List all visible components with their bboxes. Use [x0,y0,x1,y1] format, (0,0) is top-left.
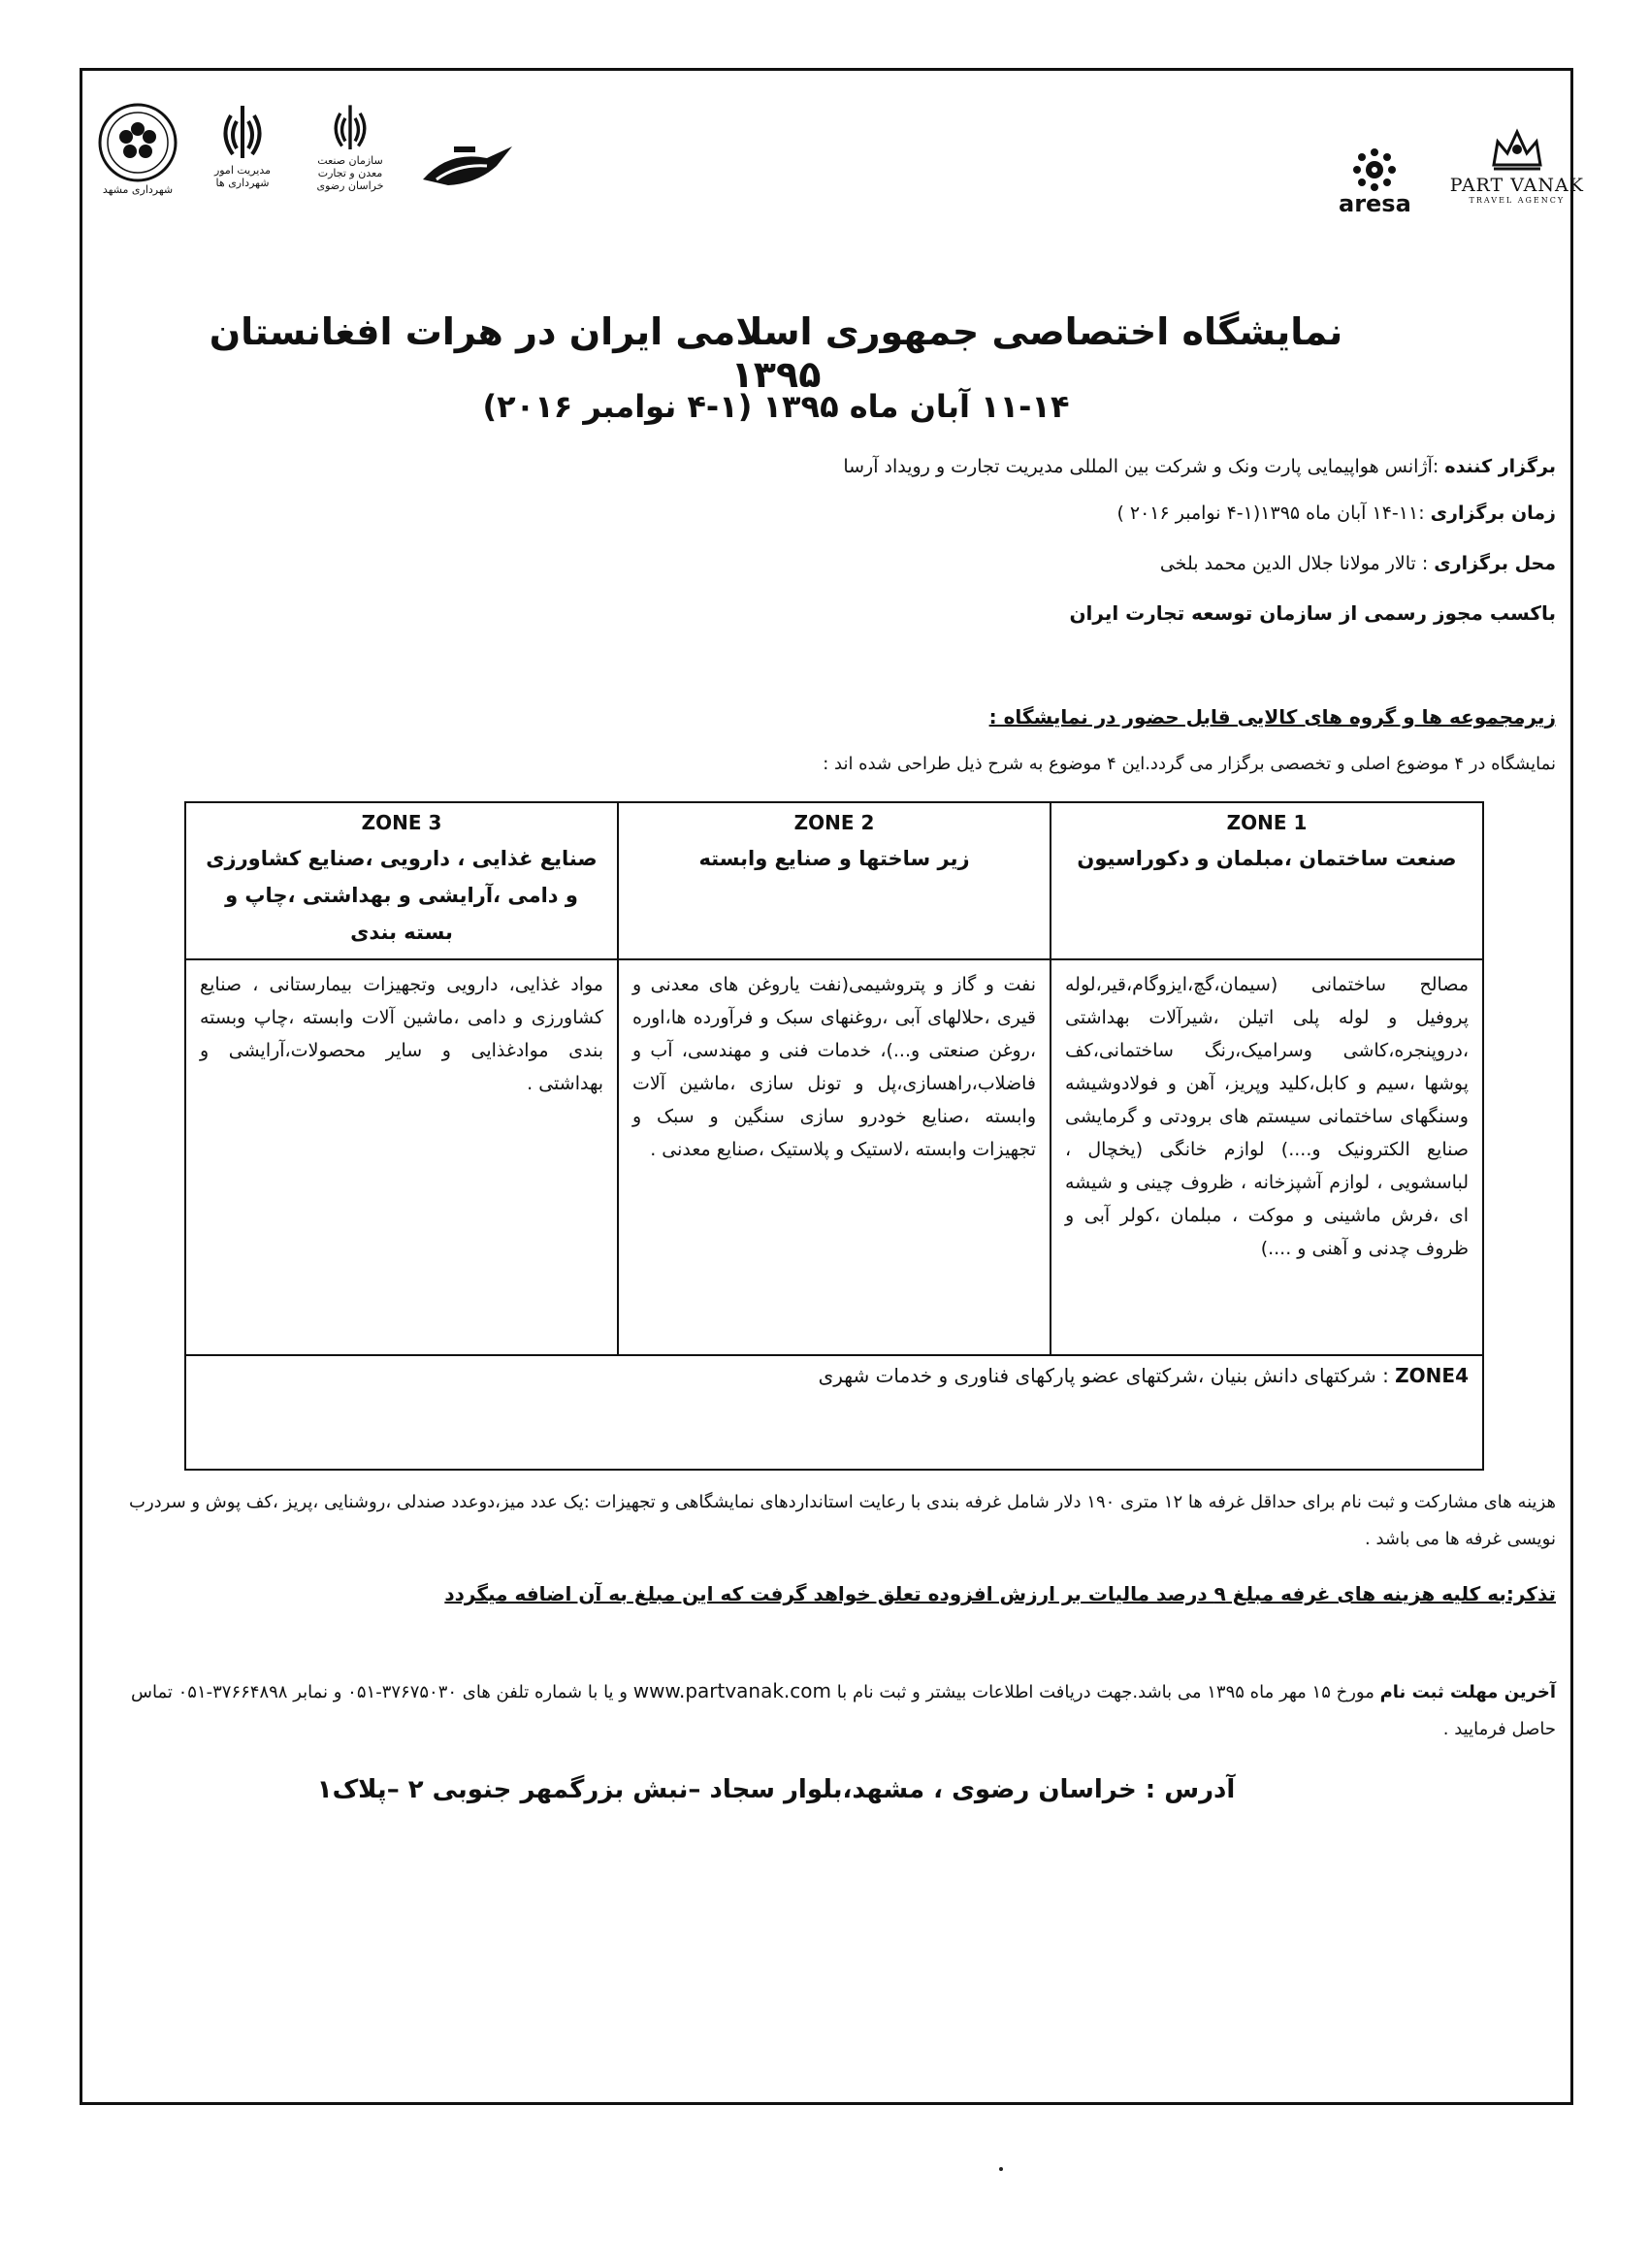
aresa-logo [1339,147,1411,217]
partvanak-logo [1450,126,1584,205]
zone-header-row [185,802,1483,959]
organizer-value: :آژانس هواپیمایی پارت ونک و شرکت بین المللی مدیریت تجارت و رویداد آرسا [843,456,1439,477]
deadline-paragraph [91,1672,1556,1748]
iran-emblem-icon [217,102,268,164]
aresa-name: aresa [1339,190,1411,217]
page-title: نمایشگاه اختصاصی جمهوری اسلامی ایران در هرات افغانستان ۱۳۹۵ [209,310,1343,396]
zone1-header [1051,802,1483,959]
place-value: : تالار مولانا جلال الدین محمد بلخی [1159,553,1429,574]
industry-organization-caption: سازمان صنعت معدن و تجارت خراسان رضوی [316,154,384,192]
airline-bird-icon [419,141,516,191]
time-value: :۱۱-۱۴ آبان ماه ۱۳۹۵(۱-۴ نوامبر ۲۰۱۶ ) [1116,502,1425,524]
address: آدرس : خراسان رضوی ، مشهد،بلوار سجاد –نبش بزرگمهر جنوبی ۲ –پلاک۱ [316,1775,1236,1804]
zone2-code: ZONE 2 [793,811,875,834]
partvanak-name: PART VANAK [1449,175,1584,196]
place-label: محل برگزاری [1434,553,1556,574]
zone4-text: : شرکتهای دانش بنیان ،شرکتهای عضو پارکهای فناوری و خدمات شهری [818,1364,1389,1387]
zone3-code: ZONE 3 [361,811,442,834]
organizer-line [843,456,1556,477]
municipality-logo [97,102,178,196]
zone4-code: ZONE4 [1395,1364,1469,1387]
website-link[interactable]: www.partvanak.com [632,1679,832,1702]
municipal-affairs-logo [204,102,281,189]
license-line: باکسب مجوز رسمی از سازمان توسعه تجارت ایران [1069,601,1556,625]
zone3-name: صنایع غذایی ، دارویی ،صنایع کشاورزی و دامی ،آرایشی و بهداشتی ،چاپ و بسته بندی [206,847,598,944]
zone1-name: صنعت ساختمان ،مبلمان و دکوراسیون [1077,847,1457,870]
sponsor-logos [97,102,516,196]
event-dates: ۱۱-۱۴ آبان ماه ۱۳۹۵ (۱-۴ نوامبر ۲۰۱۶) [482,388,1070,425]
section-description: نمایشگاه در ۴ موضوع اصلی و تخصصی برگزار می گردد.این ۴ موضوع به شرح ذیل طراحی شده اند : [823,754,1556,774]
zone3-body: مواد غذایی، دارویی وتجهیزات بیمارستانی ، صنایع کشاورزی و دامی ،ماشین آلات وابسته ،چاپ وبسته بندی موادغذایی و سایر محصولات،آرایشی و بهداشتی . [185,959,618,1355]
zone-body-row [185,959,1483,1355]
municipal-affairs-caption: مدیریت امور شهرداری ها [213,164,272,189]
deadline-text: مورخ ۱۵ مهر ماه ۱۳۹۵ می باشد.جهت دریافت اطلاعات بیشتر و ثبت نام با [836,1682,1374,1702]
time-line [1116,502,1556,524]
deadline-label: آخرین مهلت ثبت نام [1379,1682,1556,1702]
airline-logo [419,141,516,191]
zone3-header [185,802,618,959]
aresa-logo-icon [1352,147,1397,192]
zone1-code: ZONE 1 [1226,811,1308,834]
organizer-label: برگزار کننده [1444,456,1556,477]
municipality-seal-icon [97,102,178,183]
scan-speck [999,2167,1003,2171]
place-line [1160,553,1556,574]
organizer-logos [1339,126,1584,217]
iran-emblem-icon [328,102,372,154]
industry-organization-logo [307,102,394,192]
zone2-header [618,802,1051,959]
zone2-name: زیر ساختها و صنایع وابسته [698,847,970,870]
partvanak-subtitle: TRAVEL AGENCY [1469,196,1566,205]
section-heading: زیرمجموعه ها و گروه های کالایی قابل حضور در نمایشگاه : [988,705,1556,729]
zones-table [184,801,1484,1471]
zone4-cell [185,1355,1483,1470]
partvanak-crown-icon [1488,126,1546,173]
zone2-body: نفت و گاز و پتروشیمی(نفت یاروغن های معدنی و قیری ،حلالهای آبی ،روغنهای سبک و فرآورده ها،اوره ،روغن صنعتی و...)، خدمات فنی و مهندسی، آب و فاضلاب،راهسازی،پل و تونل سازی ،ماشین آلات وابسته ،صنایع خودرو سازی سنگین و سبک و تجهیزات وابسته ،لاستیک و پلاستیک ،صنایع معدنی . [618,959,1051,1355]
contact-text: و یا با شماره تلفن های ۳۷۶۷۵۰۳۰-۰۵۱ و نمابر ۳۷۶۶۴۸۹۸-۰۵۱ تماس حاصل فرمایید . [131,1682,1556,1739]
vat-note: تذکر:به کلیه هزینه های غرفه مبلغ ۹ درصد مالیات بر ارزش افزوده تعلق خواهد گرفت که این مبلغ به آن اضافه میگردد [444,1582,1556,1605]
zone4-row [185,1355,1483,1470]
costs-paragraph: هزینه های مشارکت و ثبت نام برای حداقل غرفه ها ۱۲ متری ۱۹۰ دلار شامل غرفه بندی با رعایت استانداردهای نمایشگاهی و تجهیزات :یک عدد میز،دوعدد صندلی ،روشنایی ،پریز ،کف پوش و سردرب نویسی غرفه ها می باشد . [129,1492,1556,1549]
municipality-caption: شهرداری مشهد [102,183,174,196]
time-label: زمان برگزاری [1430,502,1556,524]
zone1-body: مصالح ساختمانی (سیمان،گچ،ایزوگام،قیر،لوله پروفیل و لوله پلی اتیلن ،شیرآلات بهداشتی ،دروپنجره،کاشی وسرامیک،رنگ ساختمانی،کف پوشها ،سیم و کابل،کلید وپریز، آهن و فولادوشیشه وسنگهای ساختمانی سیستم های برودتی و گرمایشی صنایع الکترونیک و....) لوازم خانگی (یخچال ، لباسشویی ، لوازم آشپزخانه ، ظروف چینی و شیشه ای ،فرش ماشینی و موکت ، مبلمان ،کولر آبی و ظروف چدنی و آهنی و ....) [1051,959,1483,1355]
